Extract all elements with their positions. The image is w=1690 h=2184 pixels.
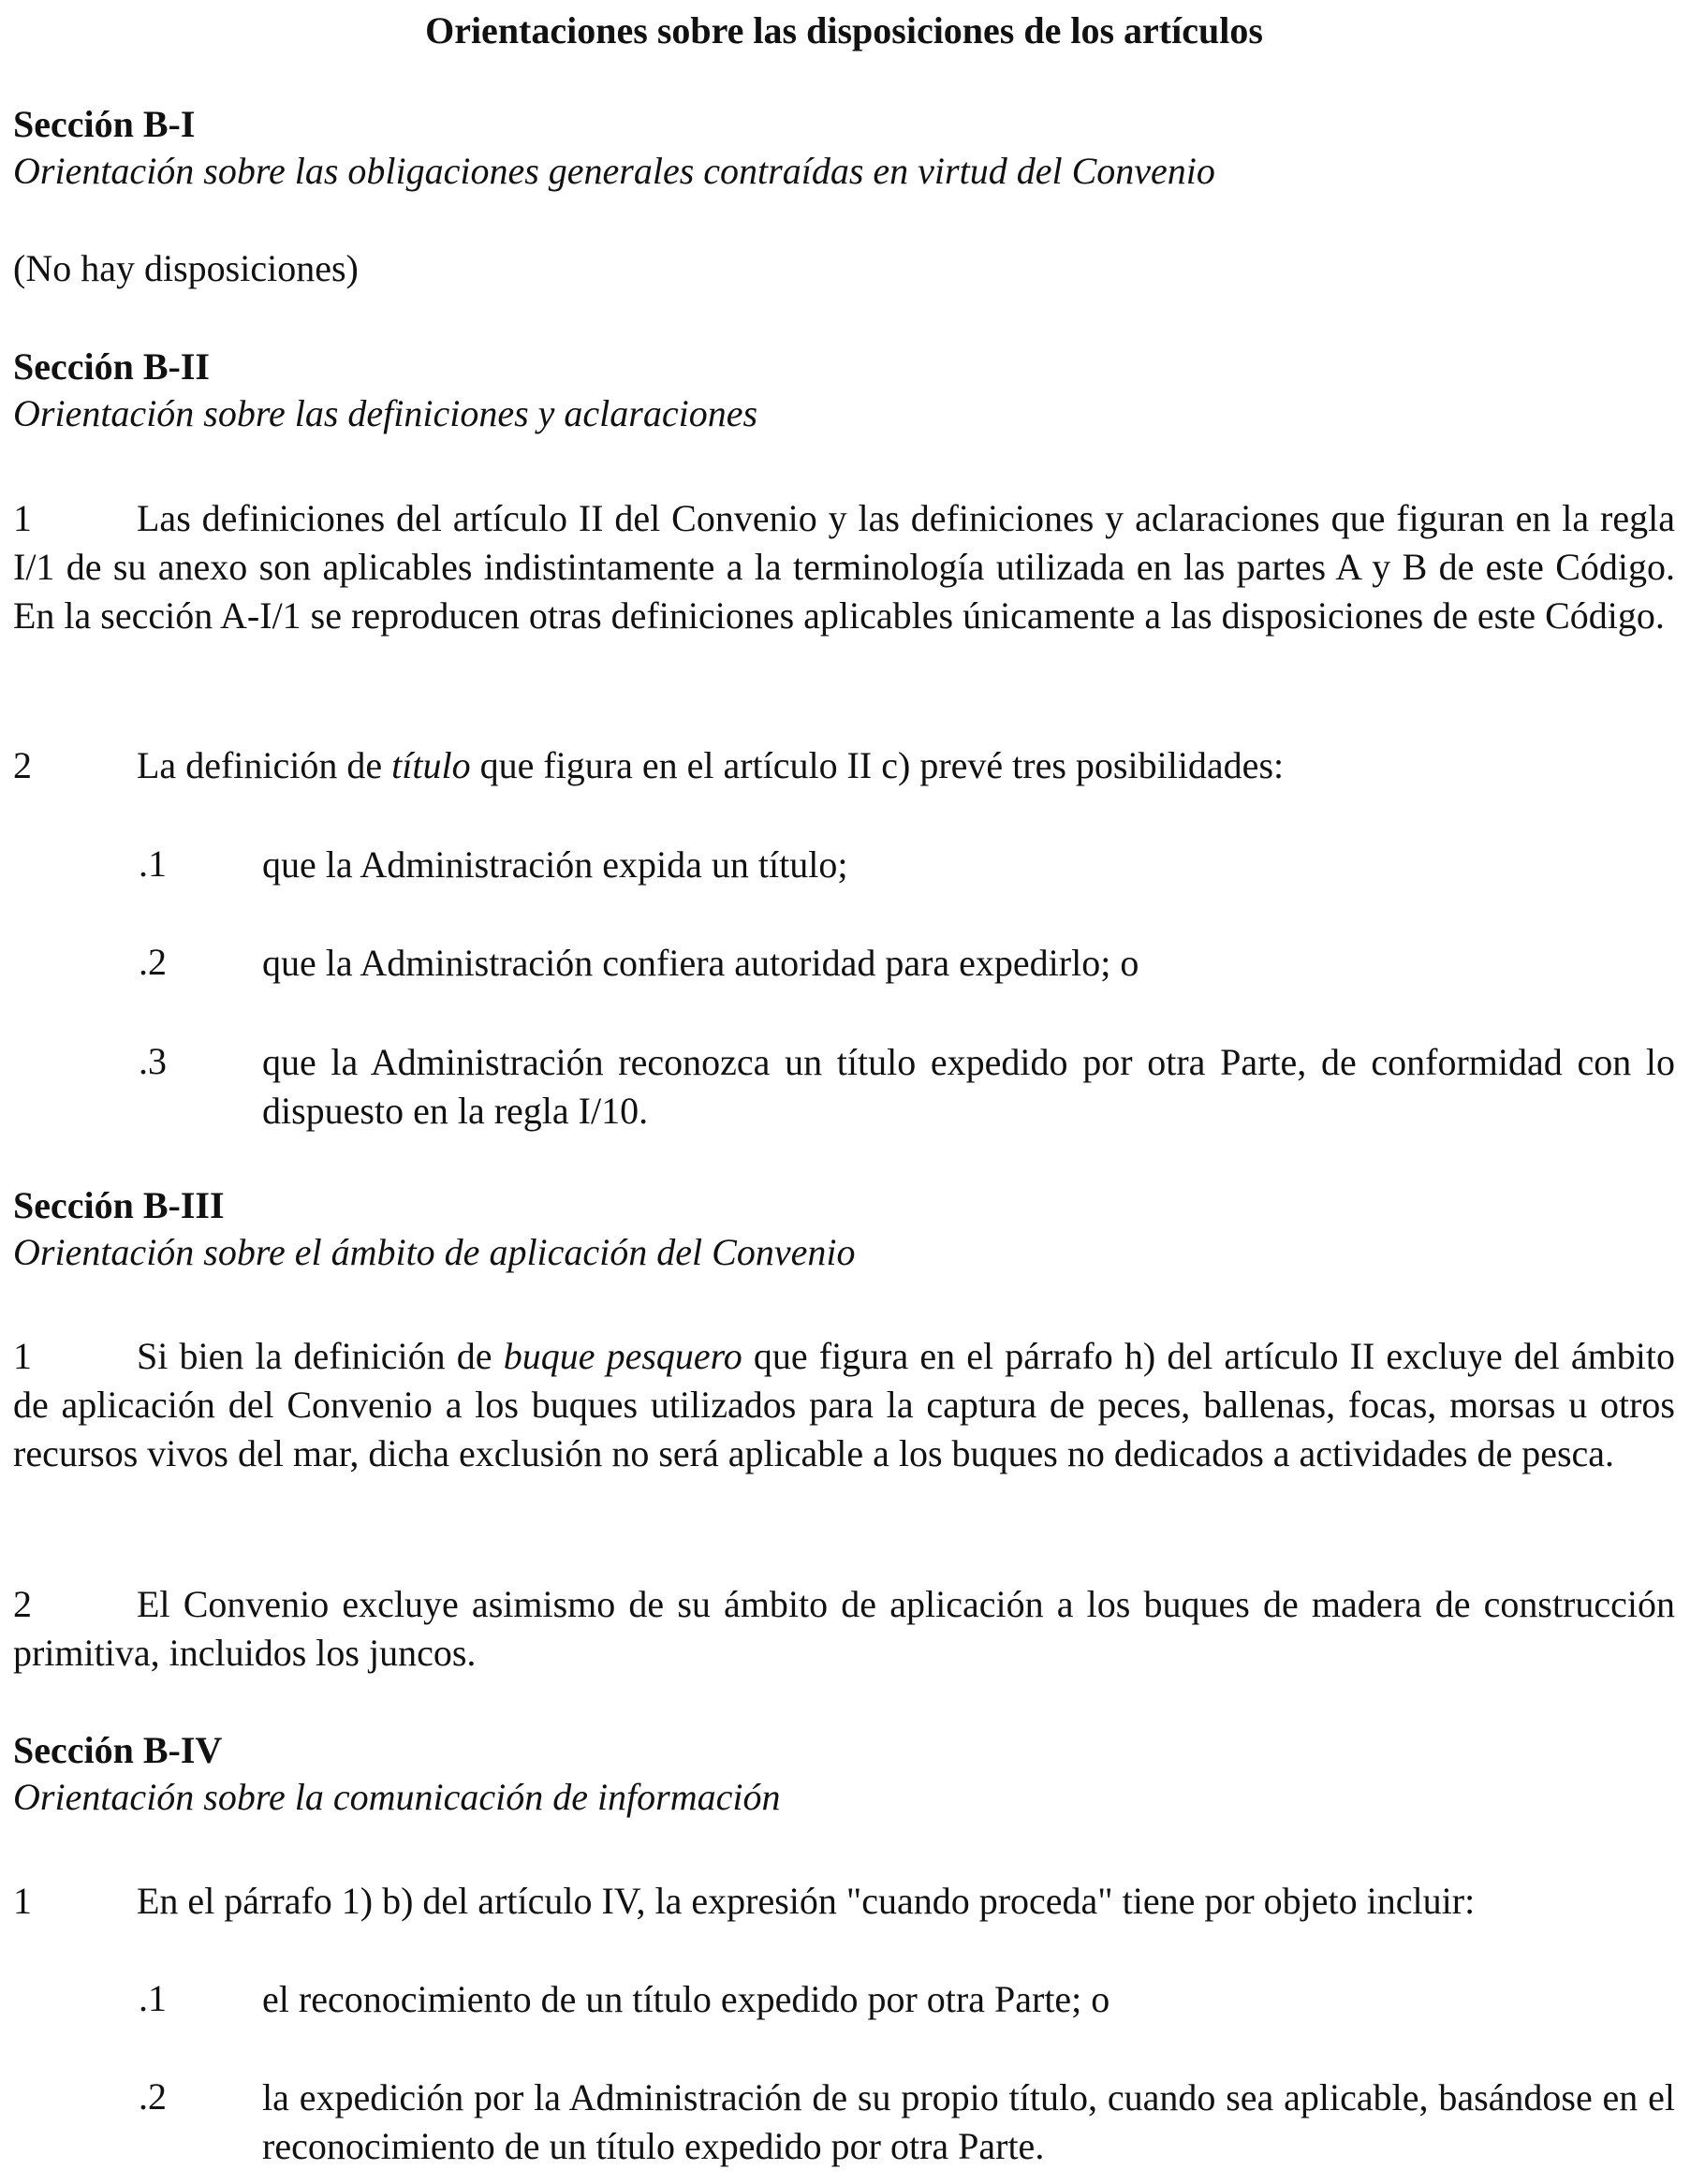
document-page (13, 0, 1675, 2184)
list-item-text: que la Administración confiera autoridad para expedirlo; o (262, 942, 1139, 984)
section-b-iii-header (13, 1182, 1675, 1276)
section-subtitle: Orientación sobre las definiciones y aclaraciones (13, 392, 758, 434)
list-item-text: que la Administración expida un título; (262, 843, 848, 886)
section-b-i-header (13, 101, 1675, 195)
emphasized-term: buque pesquero (503, 1335, 742, 1377)
section-heading: Sección B-I (13, 103, 196, 145)
paragraph-number: 1 (13, 497, 32, 539)
paragraph-text: Si bien la definición de (137, 1335, 504, 1377)
paragraph-b-iii-1 (13, 1332, 1675, 1478)
paragraph-text: que figura en el artículo II c) prevé tres posibilidades: (470, 744, 1285, 786)
list-item-number: .2 (139, 2075, 167, 2118)
section-subtitle: Orientación sobre el ámbito de aplicación del Convenio (13, 1231, 856, 1273)
paragraph-text: Las definiciones del artículo II del Convenio y las definiciones y aclaraciones que figuran en la regla I/1 de su anexo son aplicables indistintamente a la terminología utilizada en las partes A y B de este Código. En la sección A-I/1 se reproducen otras definiciones aplicables únicamente a las disposiciones de este Código. (13, 497, 1675, 637)
paragraph-number: 1 (13, 1880, 32, 1922)
section-note: (No hay disposiciones) (13, 247, 359, 289)
paragraph-number: 1 (13, 1335, 32, 1377)
section-subtitle: Orientación sobre la comunicación de información (13, 1776, 781, 1818)
list-item-number: .3 (139, 1040, 167, 1082)
paragraph-text: La definición de (137, 744, 392, 786)
paragraph-text: El Convenio excluye asimismo de su ámbito de aplicación a los buques de madera de construcción primitiva, incluidos los juncos. (13, 1583, 1675, 1674)
paragraph-b-iv-1 (13, 1877, 1675, 1926)
section-b-iv-header (13, 1727, 1675, 1821)
paragraph-b-iii-2 (13, 1580, 1675, 1678)
paragraph-b-ii-2 (13, 741, 1675, 790)
list-item-text: la expedición por la Administración de su propio título, cuando sea aplicable, basándose en el reconocimiento de un título expedido por otra Parte. (262, 2076, 1675, 2167)
list-item-number: .1 (139, 1977, 167, 2019)
list-item-text: el reconocimiento de un título expedido por otra Parte; o (262, 1978, 1110, 2020)
list-item-number: .2 (139, 941, 167, 983)
paragraph-text: En el párrafo 1) b) del artículo IV, la expresión "cuando proceda" tiene por objeto incluir: (137, 1880, 1476, 1922)
section-b-ii-header (13, 344, 1675, 437)
section-heading: Sección B-II (13, 345, 210, 388)
paragraph-b-ii-1 (13, 494, 1675, 640)
list-item-number: .1 (139, 843, 167, 885)
list-item-text: que la Administración reconozca un título expedido por otra Parte, de conformidad con lo dispuesto en la regla I/10. (262, 1041, 1675, 1132)
section-heading: Sección B-IV (13, 1729, 223, 1771)
section-heading: Sección B-III (13, 1184, 225, 1226)
paragraph-number: 2 (13, 1583, 32, 1625)
section-subtitle: Orientación sobre las obligaciones generales contraídas en virtud del Convenio (13, 150, 1215, 192)
paragraph-text: que figura en el párrafo h) del artículo II excluye del ámbito de aplicación del Convenio a los buques utilizados para la captura de peces, ballenas, focas, morsas u otros recursos vivos del mar, dicha exclusión no será aplicable a los buques no dedicados a actividades de pesca. (13, 1335, 1676, 1474)
paragraph-number: 2 (13, 744, 32, 786)
emphasized-term: título (391, 744, 471, 786)
document-title: Orientaciones sobre las disposiciones de los artículos (425, 9, 1263, 51)
